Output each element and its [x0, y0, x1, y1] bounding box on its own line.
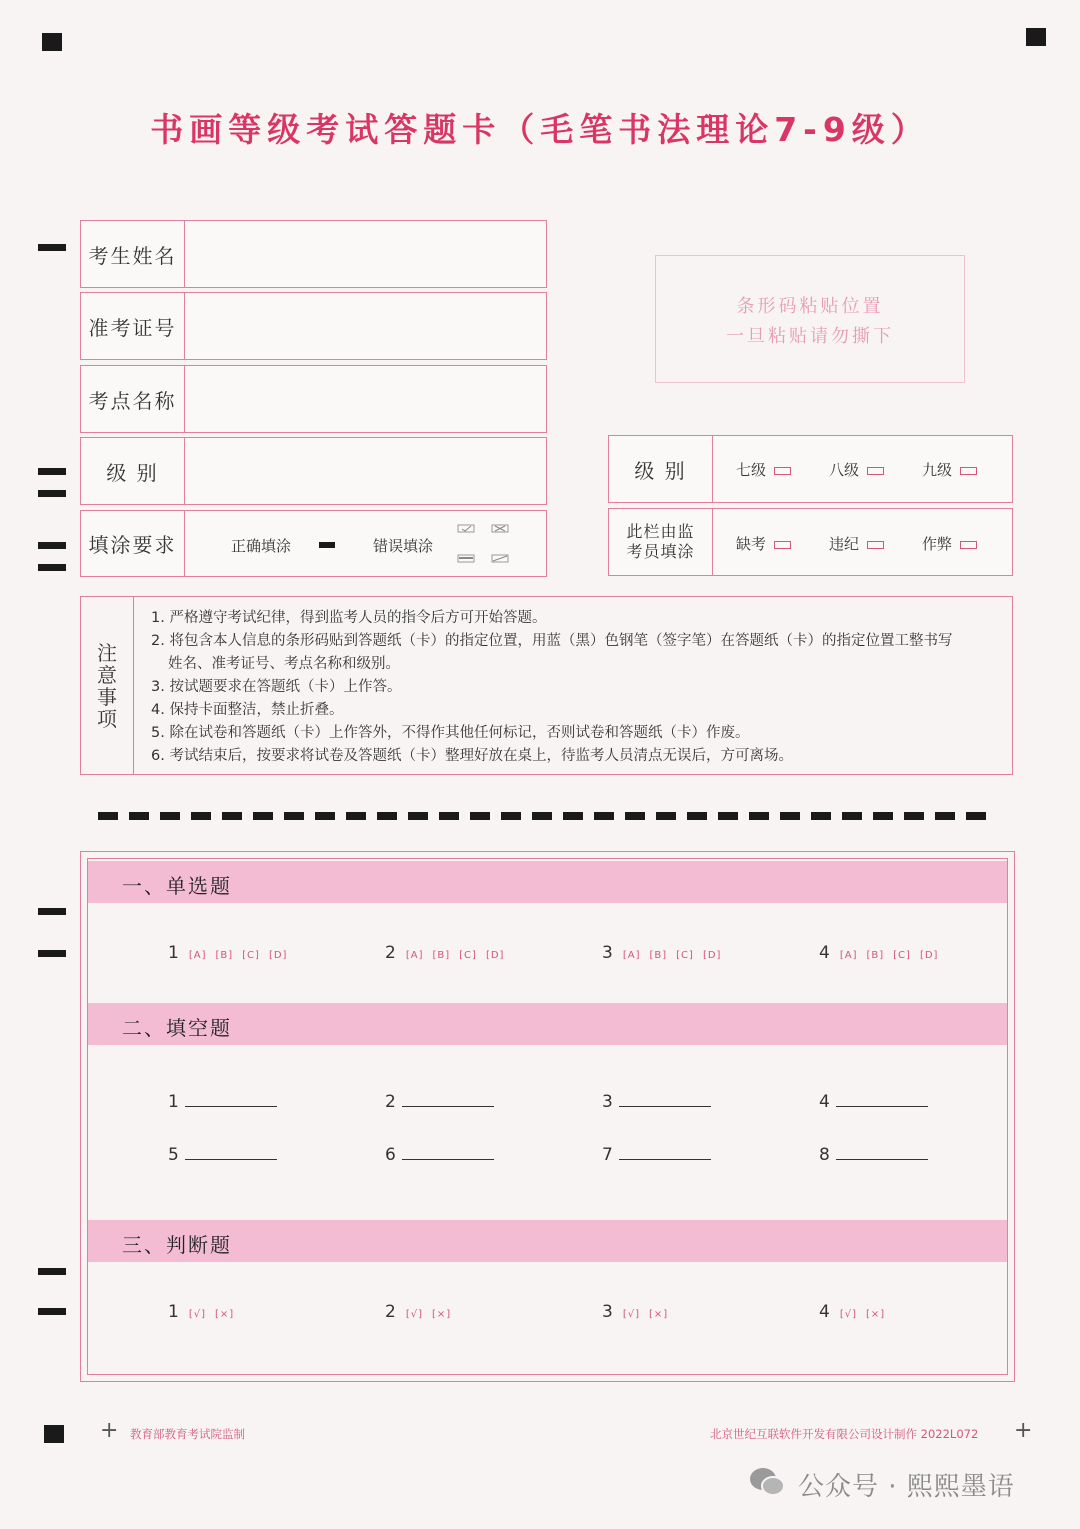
exam-site-label: 考点名称 — [81, 366, 185, 432]
option-d[interactable]: [D] — [268, 950, 288, 961]
question-number: 2 — [385, 943, 396, 963]
option-b[interactable]: [B] — [649, 950, 668, 961]
note-item: 姓名、准考证号、考点名称和级别。 — [168, 656, 400, 672]
answer-blank[interactable] — [185, 1145, 277, 1160]
question-number: 7 — [602, 1145, 613, 1165]
separator-dash — [563, 812, 583, 820]
exam-site-field[interactable] — [80, 365, 547, 433]
question-number: 1 — [168, 1302, 179, 1322]
blank-question-6[interactable] — [385, 1145, 494, 1165]
option-b[interactable]: [B] — [432, 950, 451, 961]
fill-requirements-label: 填涂要求 — [81, 511, 185, 576]
option-true[interactable]: [√] — [405, 1309, 424, 1320]
separator-dash — [532, 812, 552, 820]
footer-left: 教育部教育考试院监制 — [130, 1427, 245, 1441]
blank-question-2[interactable] — [385, 1092, 494, 1112]
timing-mark — [38, 950, 66, 957]
separator-dash — [656, 812, 676, 820]
timing-mark — [38, 542, 66, 549]
notes-label-char: 事 — [97, 684, 117, 709]
separator-dash — [470, 812, 490, 820]
timing-mark — [38, 1308, 66, 1315]
separator-dash — [687, 812, 707, 820]
option-false[interactable]: [×] — [432, 1309, 452, 1320]
correct-fill-sample — [319, 542, 335, 548]
invigilator-box — [608, 508, 1013, 576]
separator-dash — [625, 812, 645, 820]
invigilator-label-line2: 考员填涂 — [626, 542, 695, 561]
separator-dash — [842, 812, 862, 820]
tf-question-4[interactable] — [819, 1302, 894, 1322]
wrong-sample-check-mark — [462, 526, 471, 531]
absent-option[interactable] — [736, 533, 791, 554]
option-d[interactable]: [D] — [485, 950, 505, 961]
absent-bubble[interactable] — [774, 541, 791, 549]
choice-question-1[interactable] — [168, 943, 296, 963]
option-false[interactable]: [×] — [866, 1309, 886, 1320]
note-item: 6. 考试结束后，按要求将试卷及答题纸（卡）整理好放在桌上，待监考人员清点无误后，方可离场。 — [151, 748, 793, 764]
wrong-sample-check — [458, 525, 474, 532]
notes-label-char: 注 — [97, 640, 117, 665]
choice-question-3[interactable] — [602, 943, 730, 963]
separator-dash — [935, 812, 955, 820]
separator-dash — [780, 812, 800, 820]
barcode-area — [655, 255, 965, 383]
option-d[interactable]: [D] — [919, 950, 939, 961]
tf-question-3[interactable] — [602, 1302, 677, 1322]
separator-dash — [253, 812, 273, 820]
blank-question-8[interactable] — [819, 1145, 928, 1165]
level-option-7[interactable] — [736, 459, 791, 480]
note-item: 2. 将包含本人信息的条形码贴到答题纸（卡）的指定位置，用蓝（黑）色钢笔（签字笔）在答题纸（卡）的指定位置工整书写 — [151, 633, 953, 649]
question-number: 3 — [602, 1092, 613, 1112]
separator-dash — [439, 812, 459, 820]
wrong-sample-slash-mark — [493, 556, 507, 561]
separator-dash — [191, 812, 211, 820]
wechat-icon — [748, 1466, 786, 1498]
separator-dash — [408, 812, 428, 820]
blank-question-1[interactable] — [168, 1092, 277, 1112]
wrong-fill-label: 错误填涂 — [373, 537, 434, 555]
section-fill-blank-title: 二、填空题 — [122, 1016, 232, 1040]
page-title: 书画等级考试答题卡（毛笔书法理论7-9级） — [150, 110, 930, 149]
option-b[interactable]: [B] — [215, 950, 234, 961]
answer-area-inner — [87, 858, 1008, 1375]
question-number: 1 — [168, 1092, 179, 1112]
fill-requirements — [80, 510, 547, 577]
timing-mark — [38, 244, 66, 251]
separator-dash — [284, 812, 304, 820]
answer-blank[interactable] — [619, 1145, 711, 1160]
question-number: 1 — [168, 943, 179, 963]
separator-dash — [873, 812, 893, 820]
separator-dash — [501, 812, 521, 820]
level-option-7-label: 七级 — [736, 461, 767, 479]
violation-label: 违纪 — [829, 535, 860, 553]
violation-option[interactable] — [829, 533, 884, 554]
correct-fill-label: 正确填涂 — [231, 537, 292, 555]
question-number: 4 — [819, 1302, 830, 1322]
option-c[interactable]: [C] — [676, 950, 694, 961]
option-a[interactable]: [A] — [839, 950, 858, 961]
question-number: 4 — [819, 1092, 830, 1112]
exam-number-label: 准考证号 — [81, 293, 185, 359]
name-label: 考生姓名 — [81, 221, 185, 287]
note-item: 1. 严格遵守考试纪律，得到监考人员的指令后方可开始答题。 — [151, 610, 547, 626]
separator-dash — [966, 812, 986, 820]
wrong-fill-samples — [456, 523, 516, 565]
timing-mark — [38, 490, 66, 497]
level-9-bubble[interactable] — [960, 467, 977, 475]
option-true[interactable]: [√] — [839, 1309, 858, 1320]
level-selector — [608, 435, 1013, 503]
timing-mark — [38, 564, 66, 571]
timing-mark — [38, 908, 66, 915]
crosshair-icon: + — [100, 1418, 119, 1443]
notes-box — [80, 596, 1013, 775]
question-number: 3 — [602, 1302, 613, 1322]
question-number: 2 — [385, 1302, 396, 1322]
question-number: 2 — [385, 1092, 396, 1112]
option-a[interactable]: [A] — [188, 950, 207, 961]
blank-question-4[interactable] — [819, 1092, 928, 1112]
question-number: 8 — [819, 1145, 830, 1165]
answer-blank[interactable] — [836, 1092, 928, 1107]
corner-mark-top-right — [1026, 28, 1046, 46]
corner-mark-bottom-left — [44, 1425, 64, 1443]
tf-question-1[interactable] — [168, 1302, 243, 1322]
answer-blank[interactable] — [836, 1145, 928, 1160]
separator-dash — [98, 812, 118, 820]
level-option-9[interactable] — [922, 459, 977, 480]
section-true-false-title: 三、判断题 — [122, 1233, 232, 1257]
level-8-bubble[interactable] — [867, 467, 884, 475]
separator-dash — [377, 812, 397, 820]
question-number: 5 — [168, 1145, 179, 1165]
option-false[interactable]: [×] — [215, 1309, 235, 1320]
blank-question-5[interactable] — [168, 1145, 277, 1165]
note-item: 4. 保持卡面整洁，禁止折叠。 — [151, 702, 344, 718]
question-number: 6 — [385, 1145, 396, 1165]
timing-mark — [38, 468, 66, 475]
tf-question-2[interactable] — [385, 1302, 460, 1322]
question-number: 4 — [819, 943, 830, 963]
note-item: 3. 按试题要求在答题纸（卡）上作答。 — [151, 679, 402, 695]
separator-dash — [315, 812, 335, 820]
level-7-bubble[interactable] — [774, 467, 791, 475]
timing-mark — [38, 1268, 66, 1275]
separator-dash — [749, 812, 769, 820]
option-a[interactable]: [A] — [405, 950, 424, 961]
notes-label-char: 意 — [97, 662, 117, 687]
blank-question-7[interactable] — [602, 1145, 711, 1165]
separator-dash — [346, 812, 366, 820]
note-item: 5. 除在试卷和答题纸（卡）上作答外，不得作其他任何标记，否则试卷和答题纸（卡）作废。 — [151, 725, 750, 741]
separator-dash — [904, 812, 924, 820]
separator-dash — [811, 812, 831, 820]
watermark-text: 公众号 · 熙熙墨语 — [798, 1472, 1015, 1502]
section-single-choice-header — [88, 861, 1007, 903]
separator-dash — [594, 812, 614, 820]
section-true-false-header — [88, 1220, 1007, 1262]
option-c[interactable]: [C] — [893, 950, 911, 961]
exam-number-field[interactable] — [80, 292, 547, 360]
invigilator-label-line1: 此栏由监 — [626, 522, 695, 541]
separator-dash — [160, 812, 180, 820]
separator-dash — [129, 812, 149, 820]
violation-bubble[interactable] — [867, 541, 884, 549]
barcode-line2: 一旦粘贴请勿撕下 — [726, 326, 894, 347]
option-c[interactable]: [C] — [459, 950, 477, 961]
cheating-label: 作弊 — [922, 535, 953, 553]
option-b[interactable]: [B] — [866, 950, 885, 961]
wrong-sample-cross-mark — [495, 526, 505, 531]
level-selector-label: 级 别 — [609, 436, 713, 502]
option-true[interactable]: [√] — [188, 1309, 207, 1320]
separator-dash — [718, 812, 738, 820]
option-a[interactable]: [A] — [622, 950, 641, 961]
level-field-label: 级 别 — [81, 438, 185, 504]
corner-mark-top-left — [42, 33, 62, 51]
answer-blank[interactable] — [402, 1145, 494, 1160]
choice-question-4[interactable] — [819, 943, 947, 963]
footer-right: 北京世纪互联软件开发有限公司设计制作 2022L072 — [710, 1427, 979, 1441]
answer-blank[interactable] — [402, 1092, 494, 1107]
section-single-choice-title: 一、单选题 — [122, 874, 232, 898]
separator-dash — [222, 812, 242, 820]
option-true[interactable]: [√] — [622, 1309, 641, 1320]
level-option-8[interactable] — [829, 459, 884, 480]
absent-label: 缺考 — [736, 535, 767, 553]
blank-question-3[interactable] — [602, 1092, 711, 1112]
answer-blank[interactable] — [619, 1092, 711, 1107]
invigilator-label — [609, 509, 713, 575]
option-d[interactable]: [D] — [702, 950, 722, 961]
level-option-8-label: 八级 — [829, 461, 860, 479]
notes-list — [151, 607, 952, 768]
level-option-9-label: 九级 — [922, 461, 953, 479]
level-field[interactable] — [80, 437, 547, 505]
option-false[interactable]: [×] — [649, 1309, 669, 1320]
question-number: 3 — [602, 943, 613, 963]
notes-label-char: 项 — [97, 706, 117, 731]
barcode-line1: 条形码粘贴位置 — [736, 296, 884, 317]
section-fill-blank-header — [88, 1003, 1007, 1045]
cheating-bubble[interactable] — [960, 541, 977, 549]
crosshair-icon: + — [1014, 1418, 1033, 1443]
answer-area — [80, 851, 1015, 1382]
cheating-option[interactable] — [922, 533, 977, 554]
option-c[interactable]: [C] — [242, 950, 260, 961]
name-field[interactable] — [80, 220, 547, 288]
answer-blank[interactable] — [185, 1092, 277, 1107]
notes-label — [81, 597, 134, 774]
choice-question-2[interactable] — [385, 943, 513, 963]
